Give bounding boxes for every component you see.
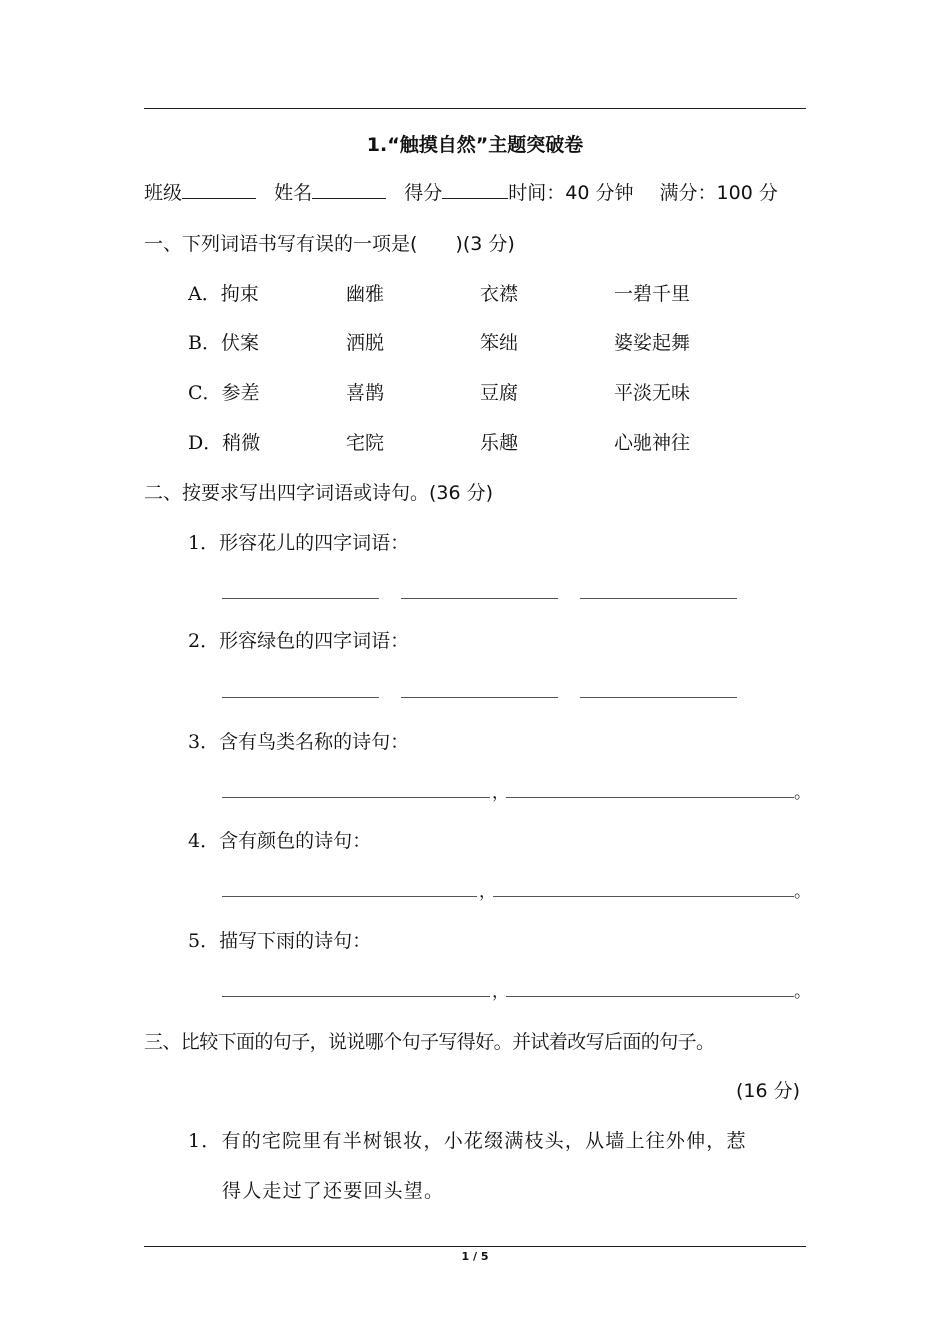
option-a-label: A．拘束 (188, 283, 259, 305)
section1-heading: 一、下列词语书写有误的一项是( )(3 分) (144, 233, 515, 255)
answer-blank[interactable] (222, 797, 490, 798)
page-number: 1 / 5 (461, 1250, 489, 1263)
section2-item2: 2．形容绿色的四字词语： (188, 630, 410, 652)
option-d-word4: 心驰神往 (614, 432, 691, 454)
comma: ， (479, 882, 496, 902)
option-b-word2: 洒脱 (346, 332, 385, 354)
answer-blank[interactable] (506, 797, 794, 798)
name-blank[interactable] (312, 180, 386, 199)
page-title: 1.“触摸自然”主题突破卷 (366, 134, 584, 156)
score-label: 得分 (404, 182, 443, 204)
option-a-word2: 幽雅 (346, 283, 385, 305)
option-b-label: B．伏案 (188, 332, 259, 354)
option-b-word4: 婆娑起舞 (614, 332, 691, 354)
period: 。 (794, 882, 811, 902)
class-label: 班级 (144, 182, 183, 204)
section3-item1-line1: 1．有的宅院里有半树银妆，小花缀满枝头，从墙上往外伸，惹 (188, 1130, 747, 1152)
section2-heading: 二、按要求写出四字词语或诗句。(36 分) (144, 482, 494, 504)
option-c-word4: 平淡无味 (614, 382, 691, 404)
answer-blank[interactable] (580, 697, 737, 698)
answer-blank[interactable] (493, 896, 794, 897)
answer-blank[interactable] (580, 598, 737, 599)
footer-rule (144, 1246, 806, 1247)
full-score-label: 满分：100 分 (659, 182, 778, 204)
option-d-word3: 乐趣 (480, 432, 519, 454)
answer-blank[interactable] (222, 896, 477, 897)
answer-blank[interactable] (401, 697, 558, 698)
section2-item4: 4．含有颜色的诗句： (188, 830, 372, 852)
section2-item5: 5．描写下雨的诗句： (188, 930, 372, 952)
section2-item3: 3．含有鸟类名称的诗句： (188, 731, 410, 753)
section3-heading: 三、比较下面的句子，说说哪个句子写得好。并试着改写后面的句子。 (144, 1031, 715, 1053)
info-line (144, 178, 778, 205)
section3-score: (16 分) (736, 1080, 801, 1102)
score-blank[interactable] (442, 180, 508, 199)
answer-blank[interactable] (222, 996, 490, 997)
comma: ， (492, 783, 509, 803)
class-blank[interactable] (182, 180, 256, 199)
answer-blank[interactable] (401, 598, 558, 599)
section2-item1: 1．形容花儿的四字词语： (188, 532, 410, 554)
time-label: 时间：40 分钟 (508, 182, 634, 204)
answer-blank[interactable] (506, 996, 794, 997)
option-c-label: C．参差 (188, 382, 260, 404)
option-b-word3: 笨绌 (480, 332, 519, 354)
period: 。 (794, 982, 811, 1002)
option-a-word3: 衣襟 (480, 283, 519, 305)
header-rule (144, 108, 806, 109)
answer-blank[interactable] (222, 697, 379, 698)
name-label: 姓名 (274, 182, 313, 204)
option-a-word4: 一碧千里 (614, 283, 691, 305)
option-c-word2: 喜鹊 (346, 382, 385, 404)
option-d-label: D．稍微 (188, 432, 261, 454)
option-d-word2: 宅院 (346, 432, 385, 454)
period: 。 (794, 783, 811, 803)
comma: ， (492, 982, 509, 1002)
section3-item1-line2: 得人走过了还要回头望。 (222, 1180, 445, 1202)
answer-blank[interactable] (222, 598, 379, 599)
option-c-word3: 豆腐 (480, 382, 519, 404)
